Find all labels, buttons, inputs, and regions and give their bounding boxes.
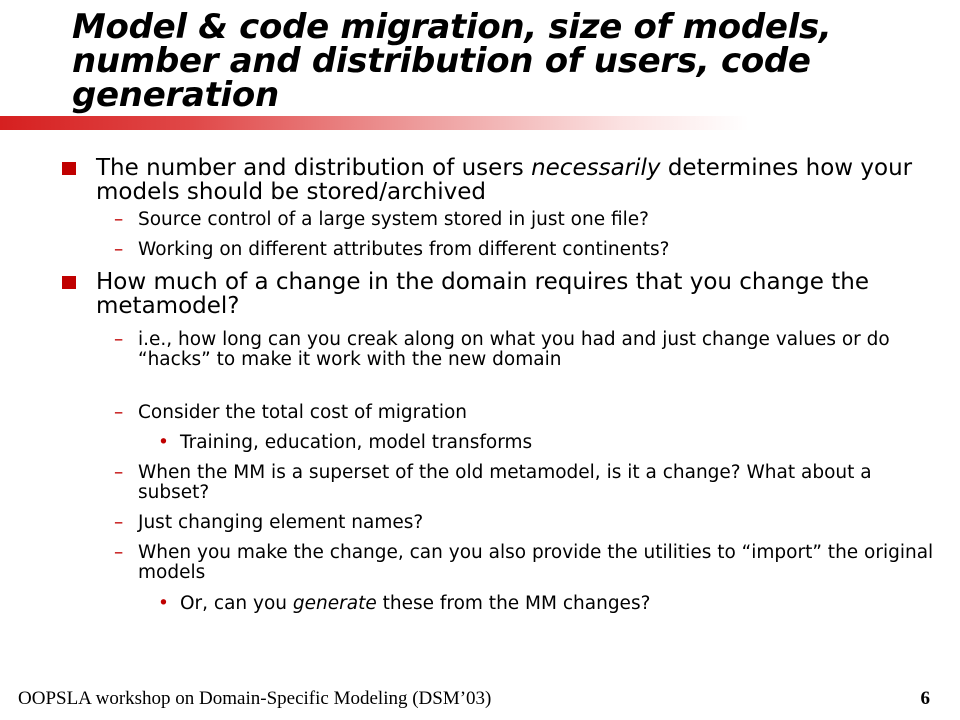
bullet-metamodel-change [96, 270, 926, 318]
dot-bullet-icon: • [158, 593, 169, 614]
sub-bullet-creak-along [114, 329, 938, 370]
dash-bullet-icon: – [114, 462, 124, 483]
sub-sub-bullet-text-post: these from the MM changes? [376, 593, 651, 614]
sub-bullet-element-names [114, 512, 938, 533]
sub-bullet-text: Just changing element names? [138, 512, 424, 533]
square-bullet-icon [62, 162, 76, 175]
bullet-text: How much of a change in the domain requires that you change the metamodel? [96, 269, 869, 319]
dash-bullet-icon: – [114, 402, 124, 423]
footer-page-number: 6 [920, 688, 930, 709]
bullet-text-emphasis: necessarily [531, 155, 661, 181]
square-bullet-icon [62, 276, 76, 289]
bullet-text-post: determines how your models should be stored/archived [96, 155, 913, 205]
sub-bullet-source-control [114, 209, 938, 230]
sub-bullet-superset [114, 462, 938, 503]
sub-sub-bullet-generate [158, 593, 940, 614]
title-underline-bar [0, 116, 960, 130]
bullet-text-pre: The number and distribution of users [96, 155, 532, 181]
sub-sub-bullet-text: Training, education, model transforms [180, 432, 533, 453]
sub-bullet-continents [114, 239, 938, 260]
sub-bullet-migration-cost [114, 402, 938, 423]
dash-bullet-icon: – [114, 239, 124, 260]
dash-bullet-icon: – [114, 209, 124, 230]
dash-bullet-icon: – [114, 512, 124, 533]
sub-bullet-import-utilities [114, 542, 938, 583]
sub-bullet-text: When you make the change, can you also provide the utilities to “import” the original models [138, 542, 934, 583]
bullet-users-distribution [96, 156, 926, 204]
sub-bullet-text: Consider the total cost of migration [138, 402, 468, 423]
sub-sub-bullet-text-pre: Or, can you [180, 593, 293, 614]
dash-bullet-icon: – [114, 329, 124, 350]
footer-workshop-name: OOPSLA workshop on Domain-Specific Modeling (DSM’03) [18, 688, 492, 709]
sub-bullet-text: Source control of a large system stored in just one file? [138, 209, 649, 230]
sub-bullet-text: Working on different attributes from different continents? [138, 239, 670, 260]
sub-bullet-text: i.e., how long can you creak along on what you had and just change values or do “hacks” to make it work with the new domain [138, 329, 890, 370]
sub-sub-bullet-training [158, 432, 940, 453]
dash-bullet-icon: – [114, 542, 124, 563]
sub-sub-bullet-text-emphasis: generate [292, 593, 377, 614]
dot-bullet-icon: • [158, 432, 169, 453]
slide-title: Model & code migration, size of models, number and distribution of users, code generation [72, 7, 832, 115]
sub-bullet-text: When the MM is a superset of the old metamodel, is it a change? What about a subset? [138, 462, 872, 503]
